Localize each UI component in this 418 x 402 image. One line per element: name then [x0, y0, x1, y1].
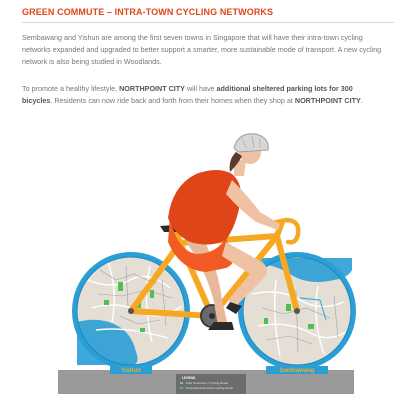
- paragraph-parking: [22, 83, 382, 107]
- parking-highlight: additional sheltered parking lots for 300 bicycles: [22, 84, 353, 105]
- heading-divider: [22, 22, 394, 23]
- wheel-label-yishun: Yishun: [121, 368, 141, 374]
- paragraph-text: To promote a healthy lifestyle,: [22, 84, 120, 93]
- legend-title: LEGEND: [182, 376, 196, 380]
- brand-name: NORTHPOINT CITY: [294, 96, 361, 105]
- legend-item: Park Connector / Cycling Route: [186, 381, 229, 385]
- paragraph-text: . Residents can now ride back and forth from their homes when they shop at: [50, 96, 295, 105]
- brand-name: NORTHPOINT CITY: [119, 84, 185, 93]
- article-heading: GREEN COMMUTE – INTRA-TOWN CYCLING NETWORKS: [22, 7, 274, 17]
- wheel-label-sembawang: Sembawang: [279, 368, 315, 374]
- cyclist-illustration: [0, 130, 418, 402]
- paragraph-intro: Sembawang and Yishun are among the first seven towns in Singapore that will have their intra-town cycling networks expanded and upgraded to better support a smarter, more sustainable mode of transport. A new cycling network is also being studied in Woodlands.: [22, 33, 382, 66]
- paragraph-text: .: [360, 96, 363, 105]
- legend-item: Proposed Intra-Town Cycling Route: [186, 386, 234, 390]
- map-legend: [176, 374, 246, 394]
- paragraph-text: will have: [184, 84, 217, 93]
